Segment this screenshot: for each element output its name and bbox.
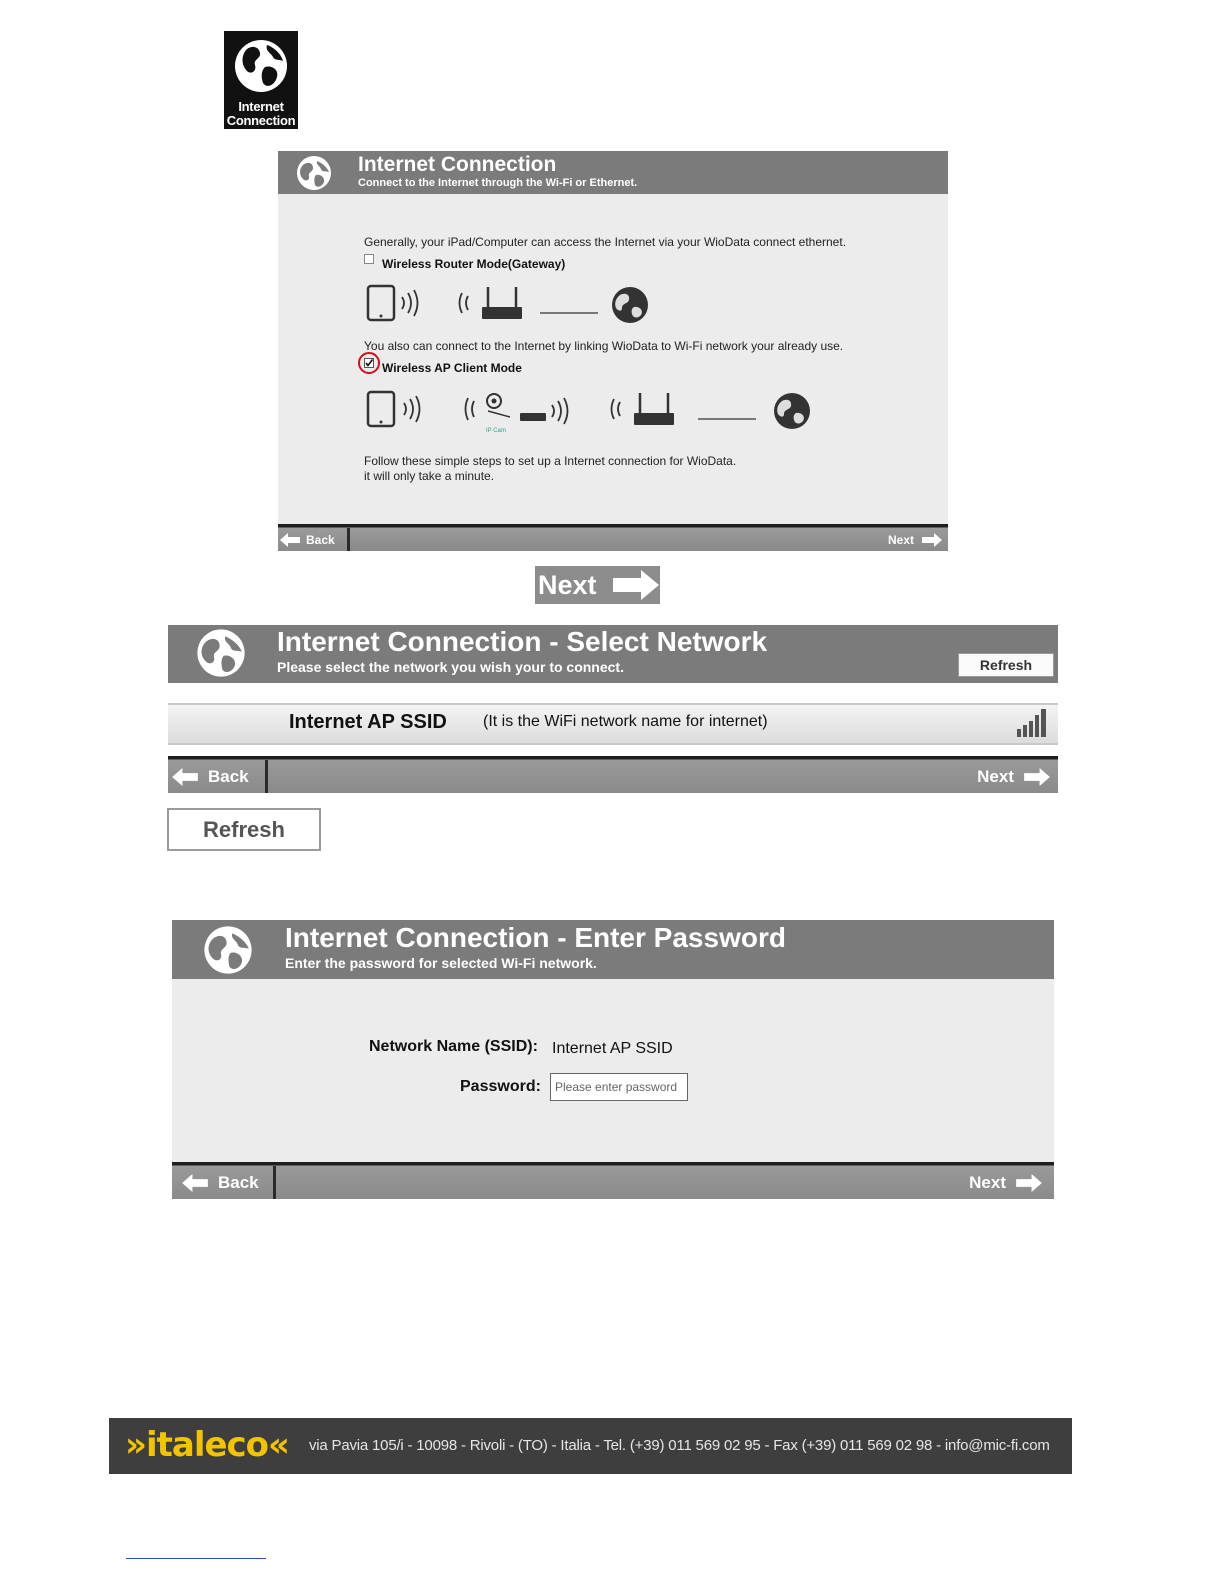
device-icon	[520, 398, 568, 424]
arrow-right-icon	[922, 533, 942, 547]
refresh-button[interactable]: Refresh	[958, 653, 1054, 677]
wifi-waves-icon	[402, 290, 418, 316]
wifi-waves-icon	[404, 396, 420, 422]
panel-subtitle: Connect to the Internet through the Wi-Fi or Ethernet.	[358, 177, 638, 189]
panel-title: Internet Connection - Enter Password	[285, 922, 786, 953]
steps-text-line2: it will only take a minute.	[364, 469, 495, 483]
arrow-left-icon	[182, 1174, 208, 1192]
ip-camera-icon	[466, 394, 511, 434]
network-ssid: Internet AP SSID	[289, 711, 447, 733]
password-label: Password:	[460, 1078, 541, 1095]
next-button-callout[interactable]	[535, 566, 660, 604]
globe-icon	[612, 287, 648, 323]
highlight-circle	[358, 352, 380, 374]
panel-header	[168, 625, 1058, 683]
globe-icon	[774, 393, 810, 429]
arrow-left-icon	[280, 533, 300, 547]
panel-subtitle: Please select the network you wish your to connect.	[277, 659, 624, 675]
arrow-right-icon	[1024, 768, 1050, 786]
logo-text-line2: Connection	[226, 113, 296, 128]
globe-icon	[296, 155, 332, 191]
panel-title: Internet Connection	[358, 153, 557, 176]
steps-text-line1: Follow these simple steps to set up a Internet connection for WioData.	[364, 454, 737, 468]
internet-connection-logo	[224, 31, 298, 129]
refresh-button-callout[interactable]: Refresh	[167, 808, 321, 851]
panel-header	[172, 920, 1054, 979]
company-address: via Pavia 105/i - 10098 - Rivoli - (TO) - Italia - Tel. (+39) 011 569 02 95 - Fax (+39) 011 569 02 98 - info@mic-fi.com	[309, 1437, 1050, 1454]
arrow-right-icon	[1016, 1174, 1042, 1192]
next-button[interactable]	[888, 528, 942, 551]
back-button[interactable]	[278, 528, 350, 551]
ssid-value: Internet AP SSID	[552, 1040, 673, 1057]
panel-title: Internet Connection - Select Network	[277, 626, 768, 657]
enter-password-panel	[172, 920, 1054, 1199]
network-list-item[interactable]	[168, 703, 1058, 745]
next-button[interactable]	[969, 1166, 1042, 1199]
next-label: Next	[538, 569, 597, 600]
router-mode-diagram	[364, 283, 654, 327]
ap-client-mode-diagram	[364, 387, 824, 437]
panel-footer	[168, 756, 1058, 793]
globe-icon	[203, 925, 253, 975]
arrow-left-icon	[172, 768, 198, 786]
back-label: Back	[218, 1172, 259, 1192]
select-network-panel	[168, 625, 1058, 793]
back-button[interactable]	[168, 760, 268, 793]
panel-footer	[278, 524, 948, 551]
router-icon	[460, 287, 523, 319]
router-mode-label: Wireless Router Mode(Gateway)	[382, 257, 566, 271]
panel-header	[278, 151, 948, 194]
internet-connection-panel	[278, 151, 948, 551]
company-logo: »italeco«	[125, 1425, 290, 1465]
ap-client-intro-text: You also can connect to the Internet by linking WioData to Wi-Fi network your already use.	[364, 339, 844, 353]
company-banner	[109, 1418, 1072, 1474]
globe-icon	[196, 628, 246, 678]
signal-strength-icon	[1017, 709, 1049, 737]
back-button[interactable]	[172, 1166, 276, 1199]
ip-cam-caption: IP Cam	[486, 428, 506, 434]
password-input[interactable]	[550, 1073, 688, 1101]
next-label: Next	[977, 766, 1014, 786]
panel-footer	[172, 1162, 1054, 1199]
ap-client-mode-label: Wireless AP Client Mode	[382, 361, 522, 375]
intro-text: Generally, your iPad/Computer can access the Internet via your WioData connect ethernet.	[364, 235, 847, 249]
footnote-rule	[126, 1558, 266, 1559]
back-label: Back	[306, 532, 335, 547]
next-label: Next	[887, 532, 914, 547]
tablet-icon	[368, 392, 394, 426]
tablet-icon	[368, 286, 394, 320]
network-note: (It is the WiFi network name for internet)	[483, 713, 768, 730]
ssid-label: Network Name (SSID):	[369, 1038, 538, 1055]
router-mode-checkbox[interactable]	[364, 254, 374, 264]
next-label: Next	[969, 1172, 1006, 1192]
globe-icon	[233, 33, 289, 99]
logo-text-line1: Internet	[238, 99, 284, 114]
router-icon	[612, 393, 675, 425]
next-button[interactable]	[977, 760, 1050, 793]
back-label: Back	[208, 766, 249, 786]
panel-subtitle: Enter the password for selected Wi-Fi network.	[285, 955, 597, 971]
arrow-right-icon	[613, 570, 659, 600]
